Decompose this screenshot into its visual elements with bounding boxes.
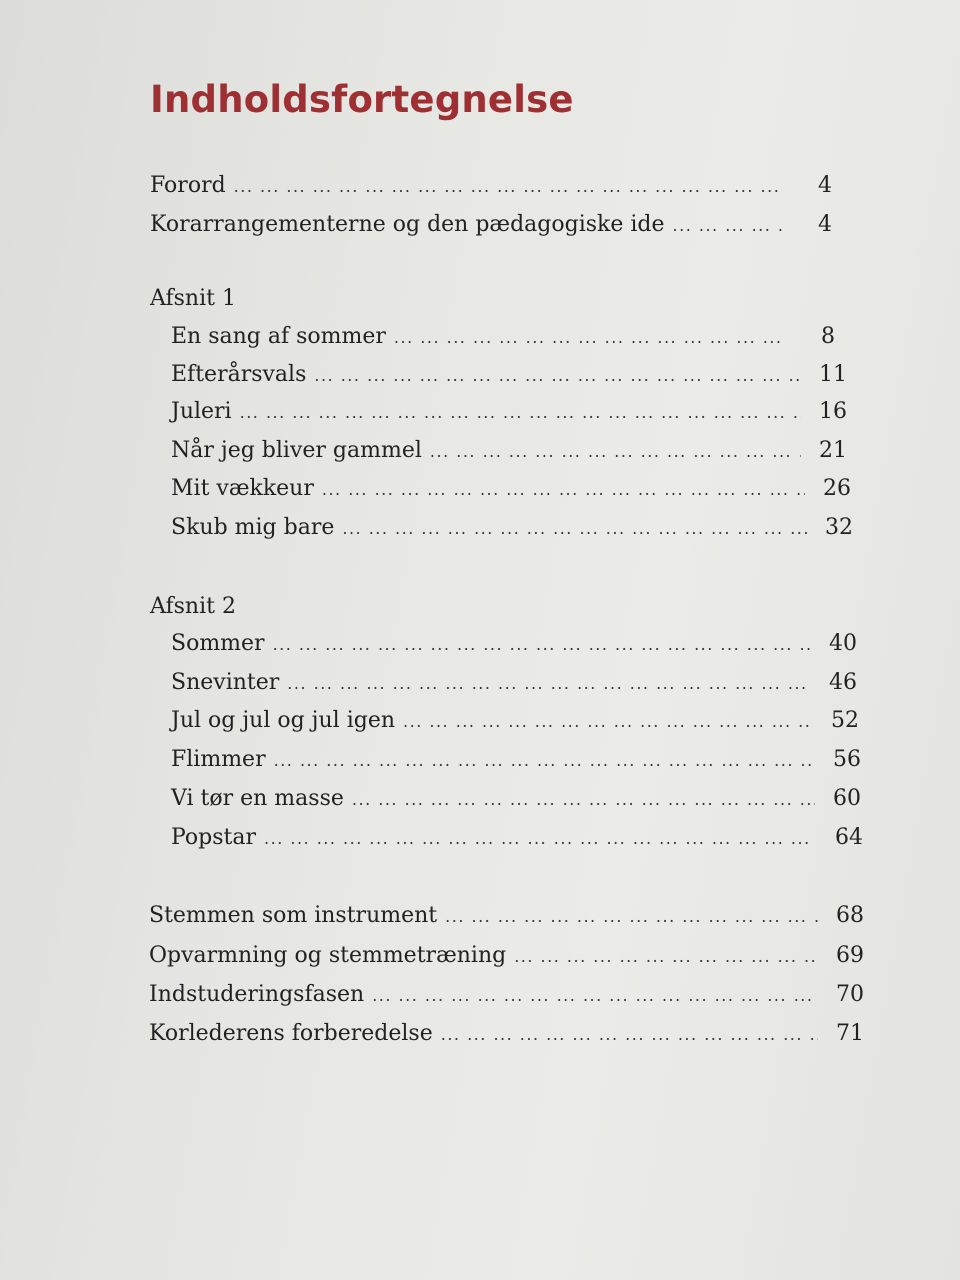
dot-leader xyxy=(234,173,786,201)
toc-entry-korarrangementerne[interactable] xyxy=(150,211,832,239)
dot-leader xyxy=(673,212,786,240)
toc-entry[interactable] xyxy=(171,785,861,813)
dot-leader xyxy=(403,708,813,736)
toc-entry[interactable] xyxy=(171,707,859,735)
toc-entry-label: Når jeg bliver gammel xyxy=(171,438,422,463)
dot-leader xyxy=(445,903,818,931)
toc-entry[interactable] xyxy=(171,669,857,697)
toc-entry[interactable] xyxy=(171,630,857,658)
dot-leader xyxy=(441,1021,818,1049)
toc-page-number: 56 xyxy=(833,747,861,772)
toc-page-number: 26 xyxy=(823,476,851,501)
section-heading-afsnit-2: Afsnit 2 xyxy=(150,594,236,619)
toc-page-number: 70 xyxy=(836,982,864,1007)
toc-page-number: 4 xyxy=(818,212,832,237)
dot-leader xyxy=(287,670,811,698)
toc-page-number: 40 xyxy=(829,631,857,656)
toc-page-number: 32 xyxy=(825,515,853,540)
toc-entry-label: Skub mig bare xyxy=(171,515,335,540)
toc-entry-label: Popstar xyxy=(171,825,257,850)
toc-page-number: 46 xyxy=(829,670,857,695)
toc-entry[interactable] xyxy=(171,361,847,389)
dot-leader xyxy=(314,362,801,390)
toc-entry-label: Korarrangementerne og den pædagogiske ide xyxy=(150,212,665,237)
dot-leader xyxy=(514,943,818,971)
toc-entry-label: Korlederens forberedelse xyxy=(149,1021,433,1046)
toc-page-number: 8 xyxy=(821,324,835,349)
toc-entry-label: Stemmen som instrument xyxy=(149,903,438,928)
toc-page-number: 71 xyxy=(836,1021,864,1046)
toc-page-number: 60 xyxy=(833,786,861,811)
page-title: Indholdsfortegnelse xyxy=(150,78,574,121)
toc-entry-label: Mit vækkeur xyxy=(171,476,314,501)
toc-entry-label: Flimmer xyxy=(171,747,266,772)
toc-page-number: 69 xyxy=(836,943,864,968)
toc-entry[interactable] xyxy=(149,902,864,930)
toc-entry[interactable] xyxy=(149,981,864,1009)
toc-entry-forord[interactable] xyxy=(150,172,832,200)
toc-entry-label: Sommer xyxy=(171,631,265,656)
toc-entry[interactable] xyxy=(171,475,851,503)
toc-entry[interactable] xyxy=(171,824,863,852)
toc-entry-label: Efterårsvals xyxy=(171,362,307,387)
dot-leader xyxy=(342,515,807,543)
dot-leader xyxy=(240,399,801,427)
toc-entry[interactable] xyxy=(149,1020,864,1048)
toc-entry-label: Juleri xyxy=(171,399,232,424)
dot-leader xyxy=(394,324,789,352)
toc-page-number: 52 xyxy=(831,708,859,733)
toc-entry-label: Indstuderingsfasen xyxy=(149,982,365,1007)
toc-page-number: 4 xyxy=(818,173,832,198)
toc-entry-label: En sang af sommer xyxy=(171,324,386,349)
dot-leader xyxy=(430,438,801,466)
toc-entry-label: Snevinter xyxy=(171,670,280,695)
toc-entry-label: Vi tør en masse xyxy=(171,786,344,811)
toc-entry-label: Forord xyxy=(150,173,226,198)
dot-leader xyxy=(322,476,805,504)
dot-leader xyxy=(274,747,815,775)
toc-page-number: 11 xyxy=(819,362,847,387)
toc-page-number: 68 xyxy=(836,903,864,928)
dot-leader xyxy=(352,786,815,814)
toc-entry[interactable] xyxy=(171,746,861,774)
toc-entry-label: Jul og jul og jul igen xyxy=(171,708,396,733)
toc-page-number: 21 xyxy=(819,438,847,463)
toc-entry[interactable] xyxy=(171,398,847,426)
toc-entry[interactable] xyxy=(171,514,853,542)
toc-entry[interactable] xyxy=(171,437,847,465)
toc-entry[interactable] xyxy=(149,942,864,970)
section-heading-afsnit-1: Afsnit 1 xyxy=(150,286,236,311)
toc-page-number: 64 xyxy=(835,825,863,850)
dot-leader xyxy=(264,825,817,853)
toc-entry[interactable] xyxy=(171,323,835,351)
toc-page-number: 16 xyxy=(819,399,847,424)
dot-leader xyxy=(372,982,818,1010)
dot-leader xyxy=(273,631,811,659)
toc-entry-label: Opvarmning og stemmetræning xyxy=(149,943,507,968)
